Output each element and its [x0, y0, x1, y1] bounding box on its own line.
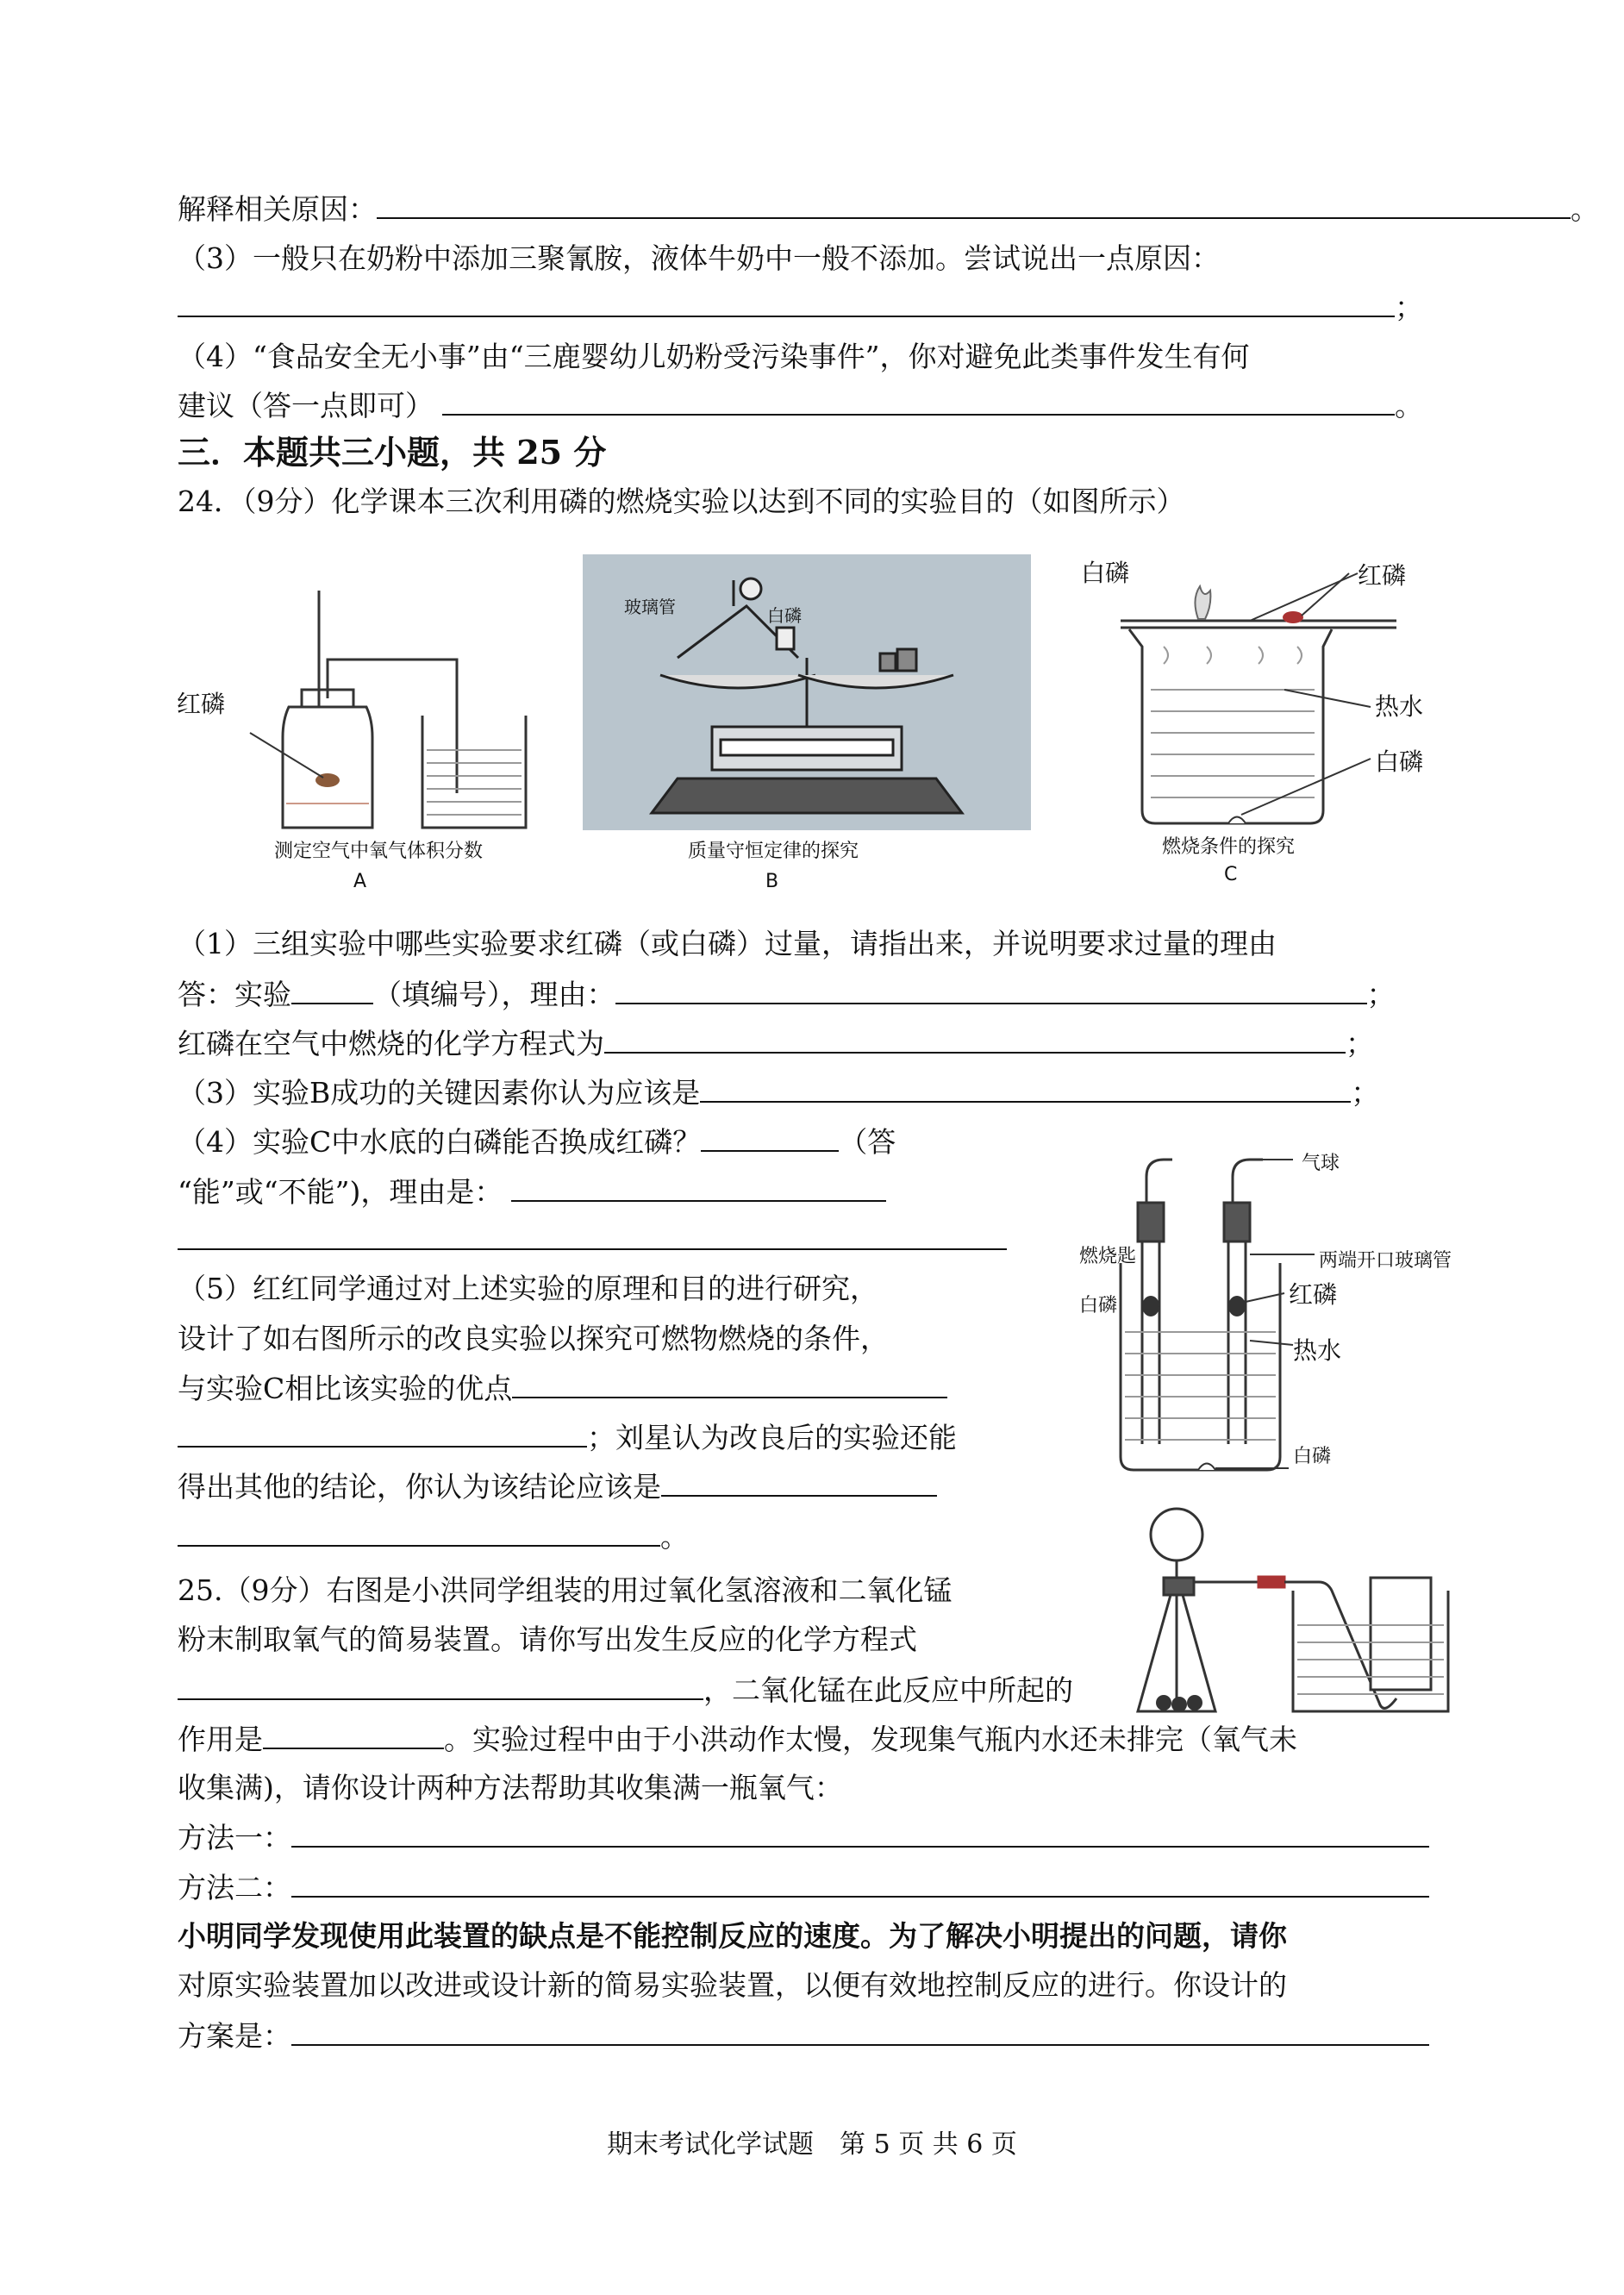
q24-part5f	[178, 1519, 689, 1554]
plan-blank[interactable]	[291, 2018, 1429, 2046]
conclusion-blank[interactable]	[661, 1469, 937, 1497]
fig-b-letter: B	[765, 871, 779, 892]
answer-blank[interactable]	[442, 388, 1395, 416]
fig-c-letter: C	[1224, 864, 1238, 885]
fig-c-white-phosphorus-top-label: 白磷	[1081, 559, 1130, 587]
experiment-number-blank[interactable]	[291, 977, 373, 1004]
part4b-label: 建议（答一点即可）	[178, 389, 434, 422]
q25-line-g: 对原实验装置加以改进或设计新的简易实验装置，以便有效地控制反应的进行。你设计的	[178, 1968, 1287, 2002]
part4a-label: （4）实验C中水底的白磷能否换成红磷？	[178, 1125, 702, 1159]
answer-blank[interactable]	[377, 191, 1571, 219]
q25-line-e: 收集满)，请你设计两种方法帮助其收集满一瓶氧气：	[178, 1771, 843, 1804]
method2-blank[interactable]	[291, 1870, 1429, 1898]
reason-blank[interactable]	[615, 977, 1367, 1004]
q25-method1	[178, 1820, 1429, 1855]
fig-c-red-phosphorus-label: 红磷	[1358, 561, 1407, 590]
q24-part5e	[178, 1469, 937, 1504]
fig-d-white-phosphorus-bottom-label: 白磷	[1293, 1446, 1332, 1467]
fig-a-caption: 测定空气中氧气体积分数	[274, 841, 484, 862]
q25-line-a: 25.（9分）右图是小洪同学组装的用过氧化氢溶液和二氧化锰	[178, 1573, 953, 1607]
q23-part3-answer-line	[178, 290, 1423, 325]
q23-part4b	[178, 388, 1423, 423]
fig-a-red-phosphorus-label: 红磷	[177, 690, 226, 718]
q25-line-h	[178, 2018, 1429, 2054]
section-3-heading: 三．本题共三小题，共 25 分	[178, 433, 607, 472]
fig-c-white-phosphorus-bottom-label: 白磷	[1375, 747, 1424, 776]
q23-part4a: （4）“食品安全无小事”由“三鹿婴幼儿奶粉受污染事件”，你对避免此类事件发生有何	[178, 340, 1250, 373]
q24-part3	[178, 1075, 1379, 1110]
q24-intro: 24．（9分）化学课本三次利用磷的燃烧实验以达到不同的实验目的（如图所示）	[178, 485, 1185, 518]
fig-c-caption: 燃烧条件的探究	[1162, 836, 1296, 858]
q24-part5a: （5）红红同学通过对上述实验的原理和目的进行研究，	[178, 1272, 878, 1305]
q24-part5c	[178, 1371, 947, 1406]
semicolon: ；	[1395, 291, 1423, 324]
can-replace-blank[interactable]	[701, 1124, 839, 1152]
method1-label: 方法一：	[178, 1821, 291, 1854]
part1b-label2: （填编号），理由：	[373, 978, 615, 1011]
q23-reason-line	[178, 191, 1599, 227]
fig-d-balloon-label: 气球	[1302, 1153, 1340, 1174]
q24-part4b	[178, 1174, 886, 1210]
q25-line-c	[178, 1673, 1073, 1708]
equation-blank[interactable]	[178, 1673, 703, 1700]
q23-part3: （3）一般只在奶粉中添加三聚氰胺，液体牛奶中一般不添加。尝试说出一点原因：	[178, 241, 1220, 275]
q25-c-text: ，二氧化锰在此反应中所起的	[703, 1673, 1073, 1707]
page-footer: 期末考试化学试题 第 5 页 共 6 页	[607, 2129, 1017, 2160]
period: 。	[1571, 192, 1599, 226]
q25-d2: 。实验过程中由于小洪动作太慢，发现集气瓶内水还未排完（氧气未	[444, 1723, 1297, 1756]
q25-line-b: 粉末制取氧气的简易装置。请你写出发生反应的化学方程式	[178, 1623, 917, 1656]
plan-label: 方案是：	[178, 2019, 291, 2053]
fig-b-glass-tube-label: 玻璃管	[624, 597, 676, 617]
q24-part4-extra-line	[178, 1223, 1007, 1258]
period: 。	[1395, 389, 1423, 422]
part4a-end: （答	[839, 1125, 896, 1159]
semicolon: ；	[1346, 1027, 1374, 1060]
q25-line-f: 小明同学发现使用此装置的缺点是不能控制反应的速度。为了解决小明提出的问题，请你	[178, 1919, 1287, 1953]
fig-d-tube-label: 两端开口玻璃管	[1319, 1250, 1452, 1272]
fig-c-hot-water-label: 热水	[1375, 692, 1424, 721]
conclusion-blank-cont[interactable]	[178, 1519, 660, 1547]
advantage-blank-cont[interactable]	[178, 1420, 587, 1448]
part2-label: 红磷在空气中燃烧的化学方程式为	[178, 1027, 604, 1060]
q24-part2	[178, 1026, 1374, 1061]
key-factor-blank[interactable]	[700, 1075, 1351, 1103]
part5d-label: ；刘星认为改良后的实验还能	[587, 1421, 957, 1454]
answer-blank[interactable]	[178, 1223, 1007, 1250]
semicolon: ；	[1351, 1076, 1380, 1110]
method1-blank[interactable]	[291, 1820, 1429, 1848]
q24-part5b: 设计了如右图所示的改良实验以探究可燃物燃烧的条件，	[178, 1322, 889, 1355]
advantage-blank[interactable]	[512, 1371, 947, 1398]
reason-label: 解释相关原因：	[178, 192, 377, 226]
q24-part5d	[178, 1420, 957, 1455]
role-blank[interactable]	[263, 1722, 444, 1749]
reason-blank[interactable]	[511, 1174, 886, 1202]
part3-label: （3）实验B成功的关键因素你认为应该是	[178, 1076, 701, 1110]
equation-blank[interactable]	[604, 1026, 1346, 1054]
part4b-label: “能”或“不能”)，理由是：	[178, 1175, 503, 1209]
part5c-label: 与实验C相比该实验的优点	[178, 1372, 513, 1405]
q25-d1: 作用是	[178, 1723, 263, 1756]
method2-label: 方法二：	[178, 1871, 291, 1904]
fig-d-white-phosphorus-left-label: 白磷	[1079, 1295, 1118, 1316]
answer-blank[interactable]	[178, 290, 1395, 317]
fig-d-spoon-label: 燃烧匙	[1079, 1246, 1137, 1267]
fig-a-letter: A	[353, 871, 367, 892]
fig-b-caption: 质量守恒定律的探究	[688, 841, 859, 862]
figure-a-apparatus	[215, 578, 560, 836]
q25-method2	[178, 1870, 1429, 1905]
part5e-label: 得出其他的结论，你认为该结论应该是	[178, 1470, 661, 1504]
q24-part1b	[178, 977, 1396, 1012]
figure-e-oxygen-apparatus	[1121, 1496, 1465, 1729]
semicolon: ；	[1366, 978, 1396, 1011]
fig-d-red-phosphorus-label: 红磷	[1289, 1280, 1338, 1309]
q24-part1a: （1）三组实验中哪些实验要求红磷（或白磷）过量，请指出来，并说明要求过量的理由	[178, 927, 1277, 960]
q24-part4a	[178, 1124, 896, 1160]
fig-d-hot-water-label: 热水	[1293, 1336, 1342, 1365]
period: 。	[660, 1520, 689, 1554]
q25-line-d	[178, 1722, 1297, 1757]
part1b-label: 答：实验	[178, 978, 291, 1011]
fig-b-white-phosphorus-label: 白磷	[767, 605, 802, 626]
